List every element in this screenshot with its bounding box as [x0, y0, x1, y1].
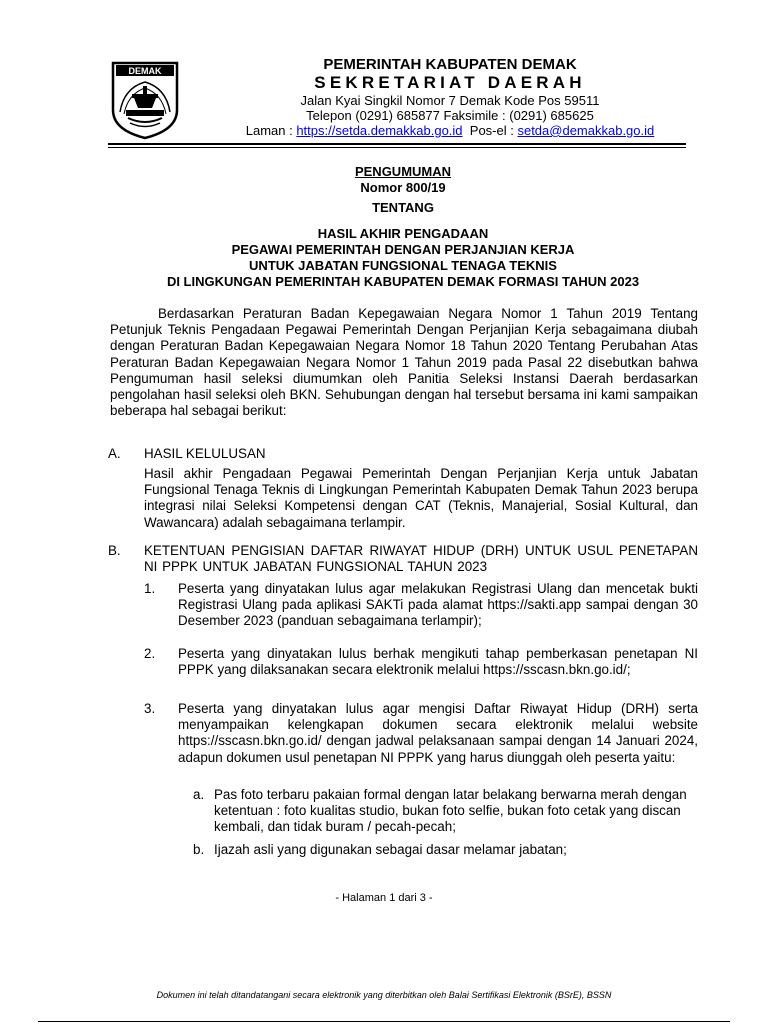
logo-label: DEMAK [128, 66, 162, 76]
page-number: - Halaman 1 dari 3 - [335, 892, 433, 904]
subject-line-1: HASIL AKHIR PENGADAAN [317, 226, 489, 241]
announcement-header [108, 164, 698, 290]
intro-paragraph: Berdasarkan Peraturan Badan Kepegawaian Negara Nomor 1 Tahun 2019 Tentang Petunjuk Teknis Pengadaan Pegawai Pemerintah Dengan Perjanjian Kerja sebagaimana diubah dengan Peraturan Badan Kepegawaian Negara Nomor 18 Tahun 2020 Tentang Perubahan Atas Peraturan Badan Kepegawaian Negara Nomor 1 Tahun 2019 pada Pasal 22 disebutkan bahwa Pengumuman hasil seleksi diumumkan oleh Panitia Seleksi Instansi Daerah berdasarkan pengolahan hasil seleksi oleh BKN. Sehubungan dengan hal tersebut bersama ini kami sampaikan beberapa hal sebagai berikut: [110, 306, 698, 419]
section-a-body: Hasil akhir Pengadaan Pegawai Pemerintah Dengan Perjanjian Kerja untuk Jabatan Fungsional Tenaga Teknis di Lingkungan Pemerintah Kabupaten Demak Tahun 2023 berupa integrasi nilai Seleksi Kompetensi dengan CAT (Teknis, Manajerial, Sosial Kultural, dan Wawancara) adalah sebagaimana terlampir. [144, 466, 698, 530]
section-a-heading: HASIL KELULUSAN [144, 446, 266, 461]
website-link[interactable]: https://setda.demakkab.go.id [296, 123, 463, 138]
subitem-a-letter: a. [193, 787, 205, 802]
item-2-text: Peserta yang dinyatakan lulus berhak mengikuti tahap pemberkasan penetapan NI PPPK yang dilaksanakan secara elektronik melalui https://sscasn.bkn.go.id/; [178, 646, 698, 678]
letterhead-rule-thin [108, 147, 686, 148]
announcement-number: Nomor 800/19 [360, 180, 446, 195]
item-2-number: 2. [144, 646, 156, 661]
section-b-heading: KETENTUAN PENGISIAN DAFTAR RIWAYAT HIDUP (DRH) UNTUK USUL PENETAPAN NI PPPK UNTUK JABATAN FUNGSIONAL TAHUN 2023 [144, 543, 698, 575]
office-name: SEKRETARIAT DAERAH [314, 73, 586, 92]
announcement-title: PENGUMUMAN [354, 164, 452, 179]
section-b-letter: B. [108, 543, 121, 558]
bottom-rule [38, 1021, 730, 1022]
subject-line-3: UNTUK JABATAN FUNGSIONAL TENAGA TEKNIS [249, 258, 557, 273]
address: Jalan Kyai Singkil Nomor 7 Demak Kode Pos 59511 [300, 93, 600, 108]
item-3-number: 3. [144, 701, 156, 716]
announcement-about: TENTANG [372, 200, 434, 215]
subject-line-2: PEGAWAI PEMERINTAH DENGAN PERJANJIAN KERJA [231, 242, 575, 257]
item-1-text: Peserta yang dinyatakan lulus agar melakukan Registrasi Ulang dan mencetak bukti Registrasi Ulang pada aplikasi SAKTi pada alamat https://sakti.app sampai dengan 30 Desember 2023 (panduan sebagaimana terlampir); [178, 581, 698, 629]
subitem-b-letter: b. [193, 842, 205, 857]
letterhead-rule-thick [108, 143, 686, 145]
item-1-number: 1. [144, 581, 156, 596]
subitem-a-text: Pas foto terbaru pakaian formal dengan latar belakang berwarna merah dengan ketentuan : foto kualitas studio, bukan foto selfie, bukan foto cetak yang discan kembali, dan tidak buram / pecah-pecah; [214, 787, 687, 835]
government-name: PEMERINTAH KABUPATEN DEMAK [323, 56, 577, 73]
laman-label: Laman : [245, 123, 297, 138]
letterhead [200, 56, 700, 138]
phone-fax: Telepon (0291) 685877 Faksimile : (0291) 685625 [306, 108, 594, 123]
section-a-letter: A. [108, 446, 121, 461]
contact-line [200, 123, 700, 138]
demak-emblem-icon [110, 60, 180, 140]
subitem-b-text: Ijazah asli yang digunakan sebagai dasar melamar jabatan; [214, 842, 567, 857]
e-signature-note: Dokumen ini telah ditandatangani secara elektronik yang diterbitkan oleh Balai Sertifikasi Elektronik (BSrE), BSSN [156, 990, 612, 1000]
email-label: Pos-el : [462, 123, 518, 138]
subject-line-4: DI LINGKUNGAN PEMERINTAH KABUPATEN DEMAK FORMASI TAHUN 2023 [166, 274, 640, 289]
email-link[interactable]: setda@demakkab.go.id [517, 123, 655, 138]
item-3-text: Peserta yang dinyatakan lulus agar mengisi Daftar Riwayat Hidup (DRH) serta menyampaikan kelengkapan dokumen secara elektronik melalui website https://sscasn.bkn.go.id/ dengan jadwal pelaksanaan sampai dengan 14 Januari 2024, adapun dokumen usul penetapan NI PPPK yang harus diunggah oleh peserta yaitu: [178, 701, 698, 765]
